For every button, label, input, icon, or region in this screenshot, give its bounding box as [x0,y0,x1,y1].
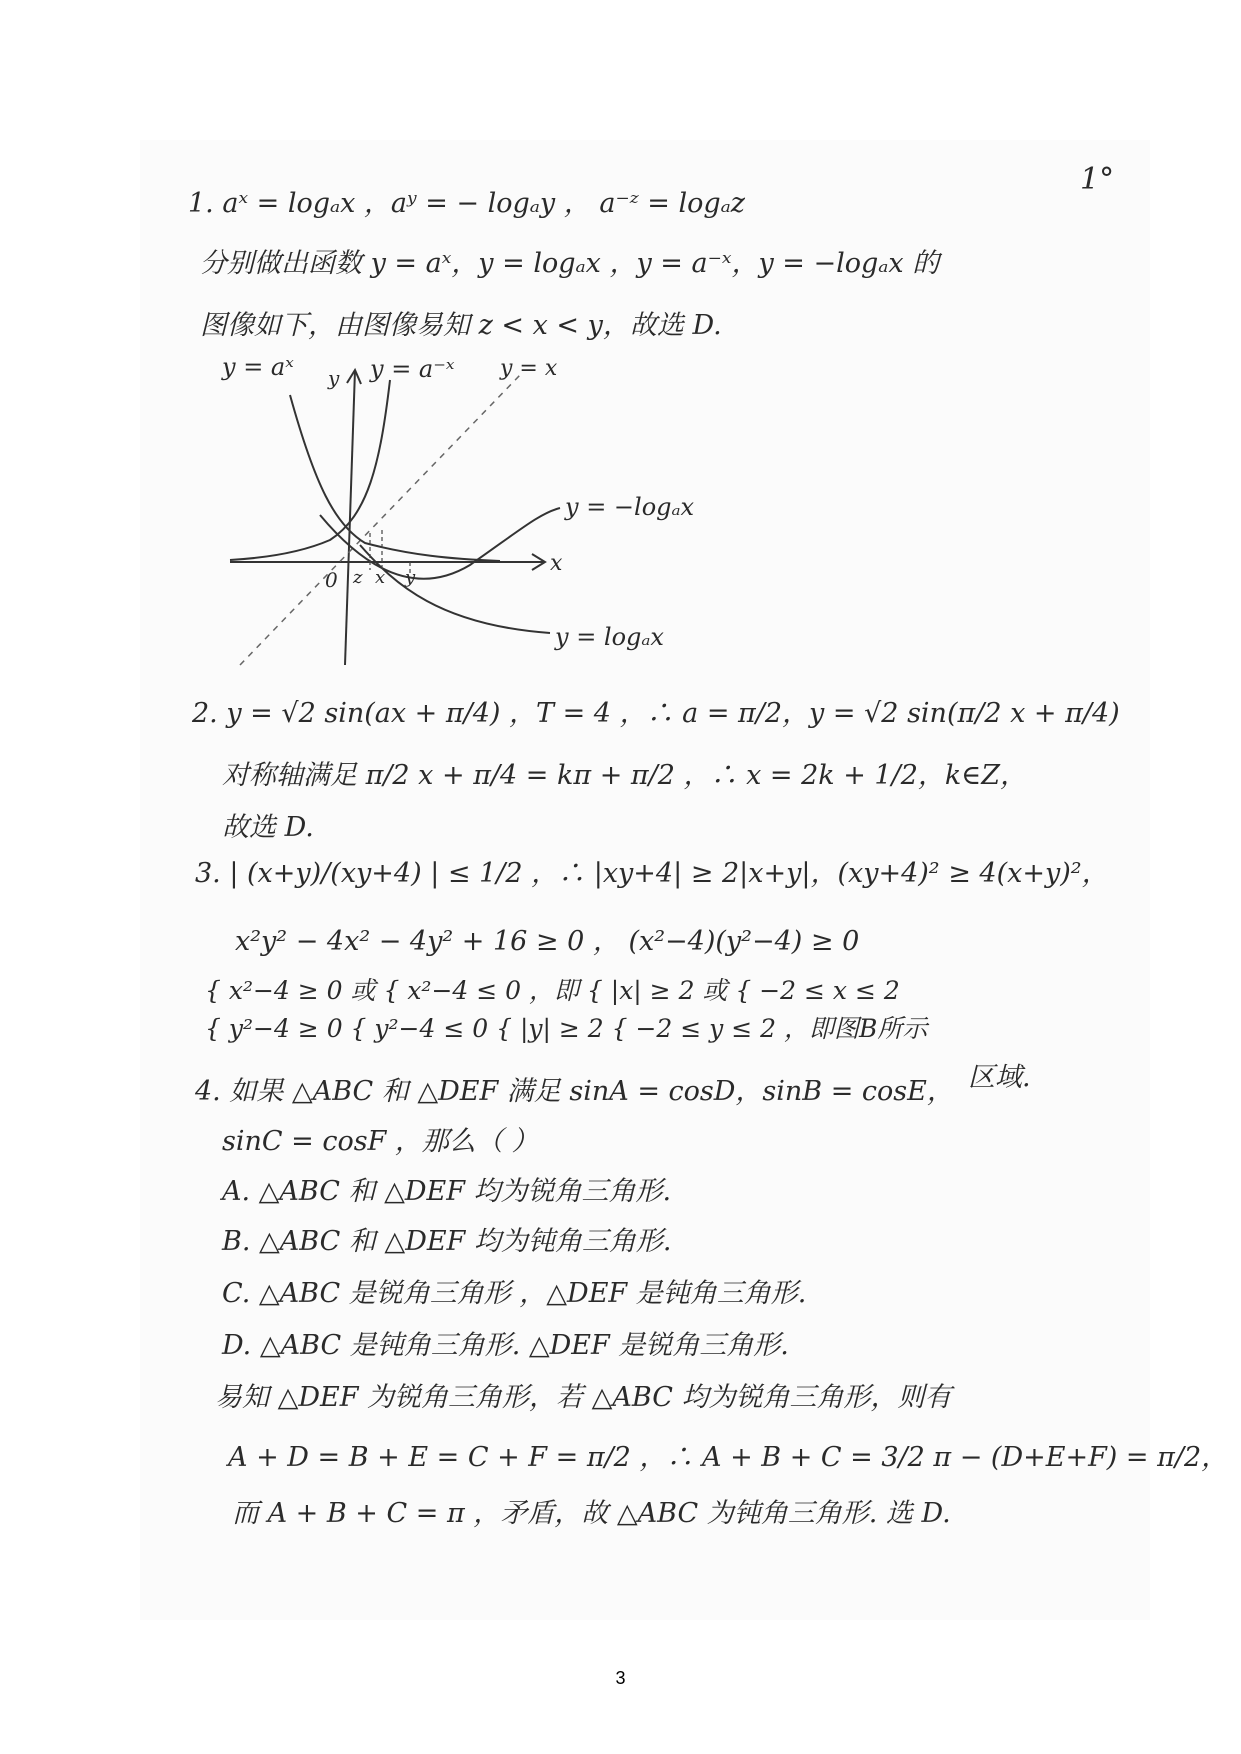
q4-solution-3: 而 A + B + C = π ，矛盾，故 △ABC 为钝角三角形. 选 D. [232,1498,951,1529]
q4-option-a: A. △ABC 和 △DEF 均为锐角三角形. [222,1176,672,1207]
page-number: 3 [615,1668,626,1688]
q2-line-2: 对称轴满足 π/2 x + π/4 = kπ + π/2 ，∴ x = 2k + 1/2，k∈Z， [222,760,1027,791]
q4-prompt-2: sinC = cosF ，那么（ ） [222,1126,539,1157]
page-corner-mark: 1° [1080,162,1115,197]
q2-line-1: 2. y = √2 sin(ax + π/4) ，T = 4 ，∴ a = π/2，y = √2 sin(π/2 x + π/4) [192,698,1120,729]
label-y-axis: y [328,366,340,390]
q3-system-bottom: { y²−4 ≥ 0 { y²−4 ≤ 0 { |y| ≥ 2 { −2 ≤ y ≤ 2 ，即图B所示 [205,1014,928,1043]
curve-exp [290,395,500,561]
q4-prompt-1: 4. 如果 △ABC 和 △DEF 满足 sinA = cosD，sinB = cosE， [195,1076,954,1107]
q4-option-b: B. △ABC 和 △DEF 均为钝角三角形. [222,1226,672,1257]
q1-conclusion: 图像如下，由图像易知 z < x < y，故选 D. [200,310,722,341]
q3-region-tail: 区域. [968,1062,1031,1093]
curve-exp-neg [230,380,390,560]
label-y-tick: y [405,567,416,588]
label-z-tick: z [353,567,363,588]
label-x-tick: x [375,567,386,588]
q3-line-2: x²y² − 4x² − 4y² + 16 ≥ 0 ， (x²−4)(y²−4) ≥ 0 [235,926,860,957]
q3-line-1: 3. | (x+y)/(xy+4) | ≤ 1/2 ，∴ |xy+4| ≥ 2|x+y|，(xy+4)² ≥ 4(x+y)²， [195,858,1109,889]
label-neglog: y = −logₐx [565,493,695,521]
label-origin: 0 [325,568,338,592]
label-exp: y = aˣ [222,355,294,381]
label-x-axis: x [550,551,563,576]
label-log: y = logₐx [555,623,664,651]
function-graph [220,355,710,675]
q2-answer: 故选 D. [222,812,314,843]
q1-equations: 1. aˣ = logₐx ，aʸ = − logₐy ， a⁻ᶻ = logₐz [188,188,745,219]
q1-method: 分别做出函数 y = aˣ，y = logₐx ，y = a⁻ˣ，y = −logₐx 的 [200,248,940,279]
q4-solution-1: 易知 △DEF 为锐角三角形，若 △ABC 均为锐角三角形，则有 [215,1382,952,1413]
q4-option-d: D. △ABC 是钝角三角形. △DEF 是锐角三角形. [222,1330,789,1361]
label-exp-neg: y = a⁻ˣ [370,355,455,383]
q3-system-top: { x²−4 ≥ 0 或 { x²−4 ≤ 0 ，即 { |x| ≥ 2 或 { −2 ≤ x ≤ 2 [205,976,900,1005]
label-identity: y = x [500,356,558,381]
q4-option-c: C. △ABC 是锐角三角形 ，△DEF 是钝角三角形. [222,1278,807,1309]
q4-solution-2: A + D = B + E = C + F = π/2 ，∴ A + B + C = 3/2 π − (D+E+F) = π/2， [228,1442,1229,1473]
